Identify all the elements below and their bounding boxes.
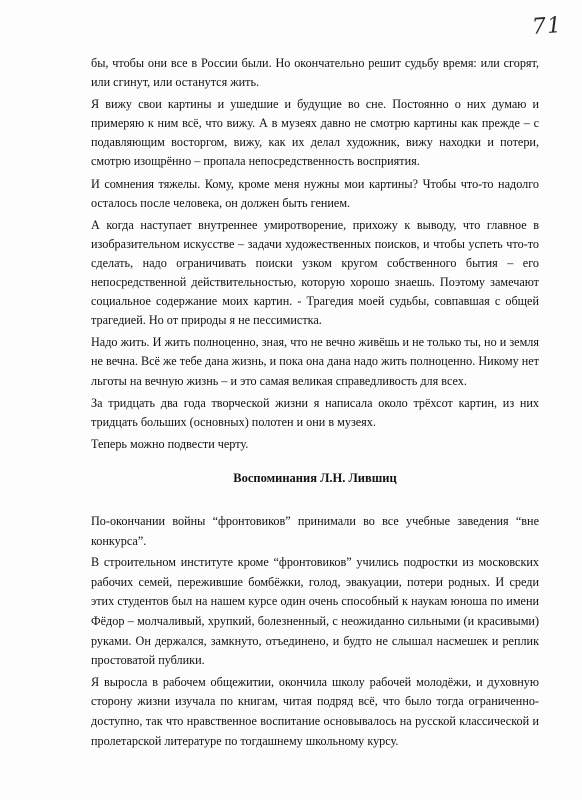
paragraph: Теперь можно подвести черту. [91, 436, 249, 451]
memoir-text-block [91, 54, 539, 457]
paragraph: бы, чтобы они все в России были. Но окончательно решит судьбу время: или сгорят, или сгинут, или останутся жить. [91, 56, 539, 90]
paragraph: И сомнения тяжелы. Кому, кроме меня нужны мои картины? Чтобы что-то надолго осталось после человека, он должен быть гением. [91, 176, 539, 210]
paragraph: В строительном институте кроме “фронтовиков” учились подростки из московских рабочих семей, пережившие бомбёжки, голод, эвакуации, потери родных. И среди этих студентов был на нашем курсе один очень способный к наукам юноша по имени Фёдор – молчаливый, хрупкий, болезненный, с неожиданно сильными (и красивыми) руками. Он держался, замкнуто, отъединено, и будто не слышал насмешек и реплик простоватой публики. [91, 555, 539, 668]
paragraph: Надо жить. И жить полноценно, зная, что не вечно живёшь и не только ты, но и земля не вечна. Всё же тебе дана жизнь, и пока она дана надо жить полноценно. Никому нет льготы на вечную жизнь – и это самая великая справедливость для всех. [91, 335, 539, 388]
paragraph: За тридцать два года творческой жизни я написала около трёхсот картин, из них тридцать больших (основных) полотен и они в музеях. [91, 395, 539, 429]
paragraph: Я выросла в рабочем общежитии, окончила школу рабочей молодёжи, и духовную сторону жизни изучала по книгам, читая подряд всё, что было тогда ограниченно-доступно, так что нравственное воспитание основывалось на русской классической и пролетарской литературе по тогдашнему школьному курсу. [91, 674, 539, 748]
paragraph: А когда наступает внутреннее умиротворение, прихожу к выводу, что главное в изобразительном искусстве – задачи художественных поисков, и чтобы успеть что-то сделать, надо ограничивать поиски узком кругом собственного бытия – его непосредственной действительностью, которую хорошо знаешь. Поэтому замечают социальное содержание моих картин. - Трагедия моей судьбы, совпавшая с общей трагедией. Но от природы я не пессимистка. [91, 217, 539, 328]
recollection-text-block [91, 512, 539, 753]
handwritten-page-number: 71 [531, 12, 563, 41]
section-heading: Воспоминания Л.Н. Лившиц [233, 471, 397, 485]
paragraph: По-окончании войны “фронтовиков” принимали во все учебные заведения “вне конкурса”. [91, 514, 539, 548]
paragraph: Я вижу свои картины и ушедшие и будущие во сне. Постоянно о них думаю и примеряю к ним всё, что вижу. А в музеях давно не смотрю картины как прежде – с подавляющим восторгом, вижу, как их делал художник, вижу находки и потери, смотрю изощрённо – пропала непосредственность восприятия. [91, 97, 539, 169]
